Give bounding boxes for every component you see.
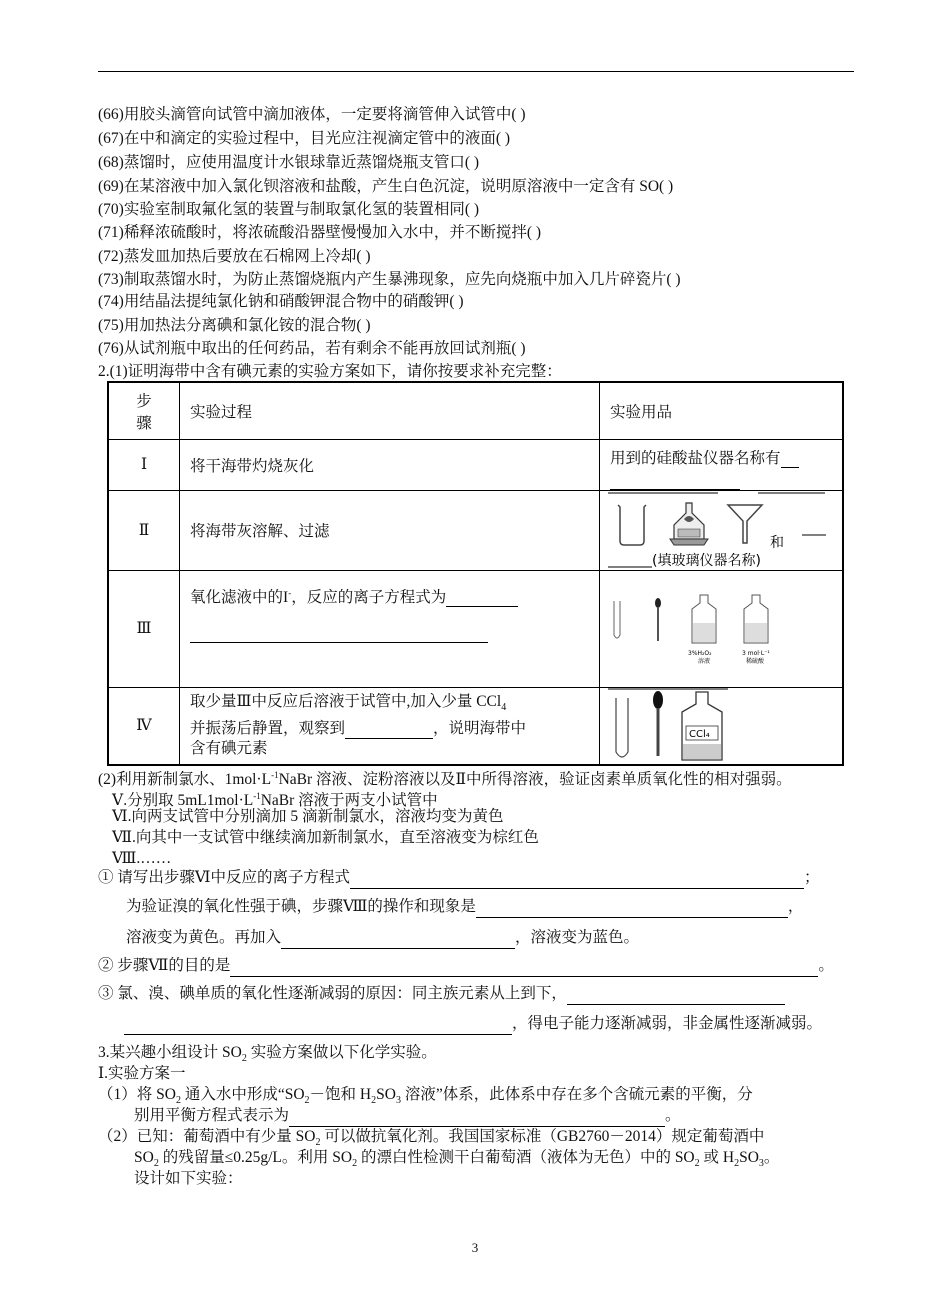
and-text: 和 <box>770 534 784 551</box>
q3-part1: Ⅰ.实验方案一 <box>98 1065 186 1082</box>
process-cell <box>180 570 600 687</box>
judgment-68: (68)蒸馏时，应使用温度计水银球靠近蒸馏烧瓶支管口( ) <box>98 154 480 171</box>
answer-blank[interactable] <box>567 1004 785 1005</box>
judgment-70: (70)实验室制取氟化氢的装置与制取氯化氢的装置相同( ) <box>98 201 480 218</box>
judgment-67: (67)在中和滴定的实验过程中，目光应注视滴定管中的液面( ) <box>98 130 511 147</box>
step-5: Ⅴ.分别取 $5mL1mol\cdot L^{-1}NaBr$ 溶液于两支小试管中 <box>112 791 438 810</box>
test-tube-icon <box>616 698 628 757</box>
process-text: 取少量Ⅲ中反应后溶液于试管中,加入少量 CCl <box>190 693 502 711</box>
answer-blank[interactable] <box>230 976 818 977</box>
materials-text: 用到的硅酸盐仪器名称有 <box>610 449 781 467</box>
answer-blank[interactable] <box>190 642 488 643</box>
process-text: ，反应的离子方程式为 <box>291 588 447 606</box>
materials-cell <box>600 570 844 687</box>
answer-2: ② 步骤Ⅶ的目的是 。 <box>98 955 834 977</box>
q3-s1: （1）将 $SO_2$ 通入水中形成“$SO_2-$饱和 $H_2SO_3$ 溶液”体系，此体系中存在多个含硫元素的平衡，分 <box>98 1086 753 1107</box>
step-cell: Ⅳ <box>108 687 180 765</box>
table-row <box>108 570 843 687</box>
table-header-row <box>108 382 843 439</box>
header-rule <box>98 71 854 72</box>
answer-blank[interactable] <box>476 917 788 918</box>
step-cell: Ⅲ <box>108 570 180 687</box>
alcohol-lamp-icon <box>670 503 708 545</box>
process-cell <box>180 687 600 765</box>
judgment-66: (66)用胶头滴管向试管中滴加液体，一定要将滴管伸入试管中( ) <box>98 106 526 123</box>
note-text: (填玻璃仪器名称) <box>652 552 761 569</box>
process-text: ，说明海带中 <box>433 719 527 737</box>
header-step-a: 步 <box>136 392 152 410</box>
acid-bottle-icon <box>742 595 770 665</box>
answer-3: ③ 氯、溴、碘单质的氧化性逐渐减弱的原因：同主族元素从上到下， <box>98 983 785 1005</box>
step-7: Ⅶ.向其中一支试管中继续滴加新制氯水，直至溶液变为棕红色 <box>112 829 539 846</box>
process-text: 氧化滤液中的 <box>190 588 284 606</box>
page-number: 3 <box>471 1240 479 1255</box>
answer-1: ① 请写出步骤Ⅵ中反应的离子方程式 ； <box>98 867 819 889</box>
materials-cell <box>600 490 844 570</box>
judgment-74: (74)用结晶法提纯氯化钠和硝酸钾混合物中的硝酸钾( ) <box>98 293 464 310</box>
q3-s2b: $SO_2$ 的残留量≤0.25g/L。利用 $SO_2$ 的漂白性检测干白葡萄酒（液体为无色）中的 $SO_2$ 或 $H_2SO_3$。 <box>134 1149 780 1170</box>
header-step <box>108 382 180 439</box>
table-row <box>108 439 843 490</box>
dropper-icon <box>653 691 663 756</box>
subscript: 4 <box>501 702 507 714</box>
header-process: 实验过程 <box>180 382 600 439</box>
ion-text: I <box>283 588 289 606</box>
step-cell: Ⅱ <box>108 490 180 570</box>
judgment-75: (75)用加热法分离碘和氯化铵的混合物( ) <box>98 317 371 334</box>
judgment-69: (69)在某溶液中加入氯化钡溶液和盐酸，产生白色沉淀，说明原溶液中一定含有 SO( ) <box>98 178 674 195</box>
h2o2-label: 3%H₂O₂ <box>688 649 712 657</box>
q3-s2c: 设计如下实验： <box>134 1170 243 1187</box>
ion-charge: - <box>288 587 292 598</box>
step-cell: Ⅰ <box>108 439 180 490</box>
table-row <box>108 490 843 570</box>
answer-1c: 溶液变为黄色。再加入 ，溶液变为蓝色。 <box>126 927 639 949</box>
q3-s1b: 别用平衡方程式表示为 。 <box>134 1105 681 1127</box>
process-text: 并振荡后静置，观察到 <box>190 719 346 737</box>
judgment-71: (71)稀释浓硫酸时，将浓硫酸沿器壁慢慢加入水中，并不断搅拌( ) <box>98 224 542 241</box>
ccl4-bottle-icon <box>682 692 722 760</box>
glassware-illustration <box>600 491 850 570</box>
answer-3b: ，得电子能力逐渐减弱，非金属性逐渐减弱。 <box>124 1013 822 1035</box>
step-6: Ⅵ.向两支试管中分别滴加 5 滴新制氯水，溶液均变为黄色 <box>112 808 504 825</box>
acid-label: 3 mol·L⁻¹ <box>742 649 770 657</box>
funnel-icon <box>728 505 762 543</box>
answer-blank[interactable] <box>281 948 515 949</box>
process-cell: 将干海带灼烧灰化 <box>180 439 600 490</box>
step-8: Ⅷ.…… <box>112 850 172 867</box>
experiment-table <box>107 381 844 766</box>
judgment-76: (76)从试剂瓶中取出的任何药品，若有剩余不能再放回试剂瓶( ) <box>98 340 526 357</box>
extraction-illustration <box>600 688 850 764</box>
beaker-icon <box>618 505 646 545</box>
test-tube-icon <box>614 601 620 638</box>
answer-blank[interactable] <box>350 888 804 889</box>
judgment-73: (73)制取蒸馏水时，为防止蒸馏烧瓶内产生暴沸现象，应先向烧瓶中加入几片碎瓷片( ) <box>98 271 681 288</box>
answer-blank[interactable] <box>345 738 433 739</box>
header-step-b: 骤 <box>136 414 152 432</box>
table-row <box>108 687 843 765</box>
answer-blank[interactable] <box>781 467 799 468</box>
materials-cell <box>600 439 844 490</box>
answer-blank[interactable] <box>124 1034 512 1035</box>
q3-intro: 3.某兴趣小组设计 $SO_2$ 实验方案做以下化学实验。 <box>98 1044 437 1065</box>
dropper-icon <box>655 598 661 641</box>
q2-2-intro: (2)利用新制氯水、$1mol\cdot L^{-1}NaBr$ 溶液、淀粉溶液以及Ⅱ中所得溶液，验证卤素单质氧化性的相对强弱。 <box>98 770 792 789</box>
judgment-72: (72)蒸发皿加热后要放在石棉网上冷却( ) <box>98 248 371 265</box>
h2o2-label-b: 溶液 <box>698 657 711 665</box>
acid-label-b: 稀硫酸 <box>746 657 765 665</box>
process-cell: 将海带灰溶解、过滤 <box>180 490 600 570</box>
process-text: 含有碘元素 <box>190 739 268 757</box>
ccl4-label: CCl₄ <box>689 728 710 740</box>
q2-intro: 2.(1)证明海带中含有碘元素的实验方案如下，请你按要求补充完整： <box>98 363 562 380</box>
header-materials: 实验用品 <box>600 382 844 439</box>
q3-s2: （2）已知：葡萄酒中有少量 $SO_2$ 可以做抗氧化剂。我国国家标准（GB2760－2014）规定葡萄酒中 <box>98 1128 765 1149</box>
materials-cell <box>600 687 844 765</box>
answer-blank[interactable] <box>446 606 518 607</box>
h2o2-bottle-icon <box>688 595 716 665</box>
reagent-illustration <box>600 571 850 687</box>
answer-1b: 为验证溴的氧化性强于碘，步骤Ⅷ的操作和现象是 ， <box>126 896 803 918</box>
